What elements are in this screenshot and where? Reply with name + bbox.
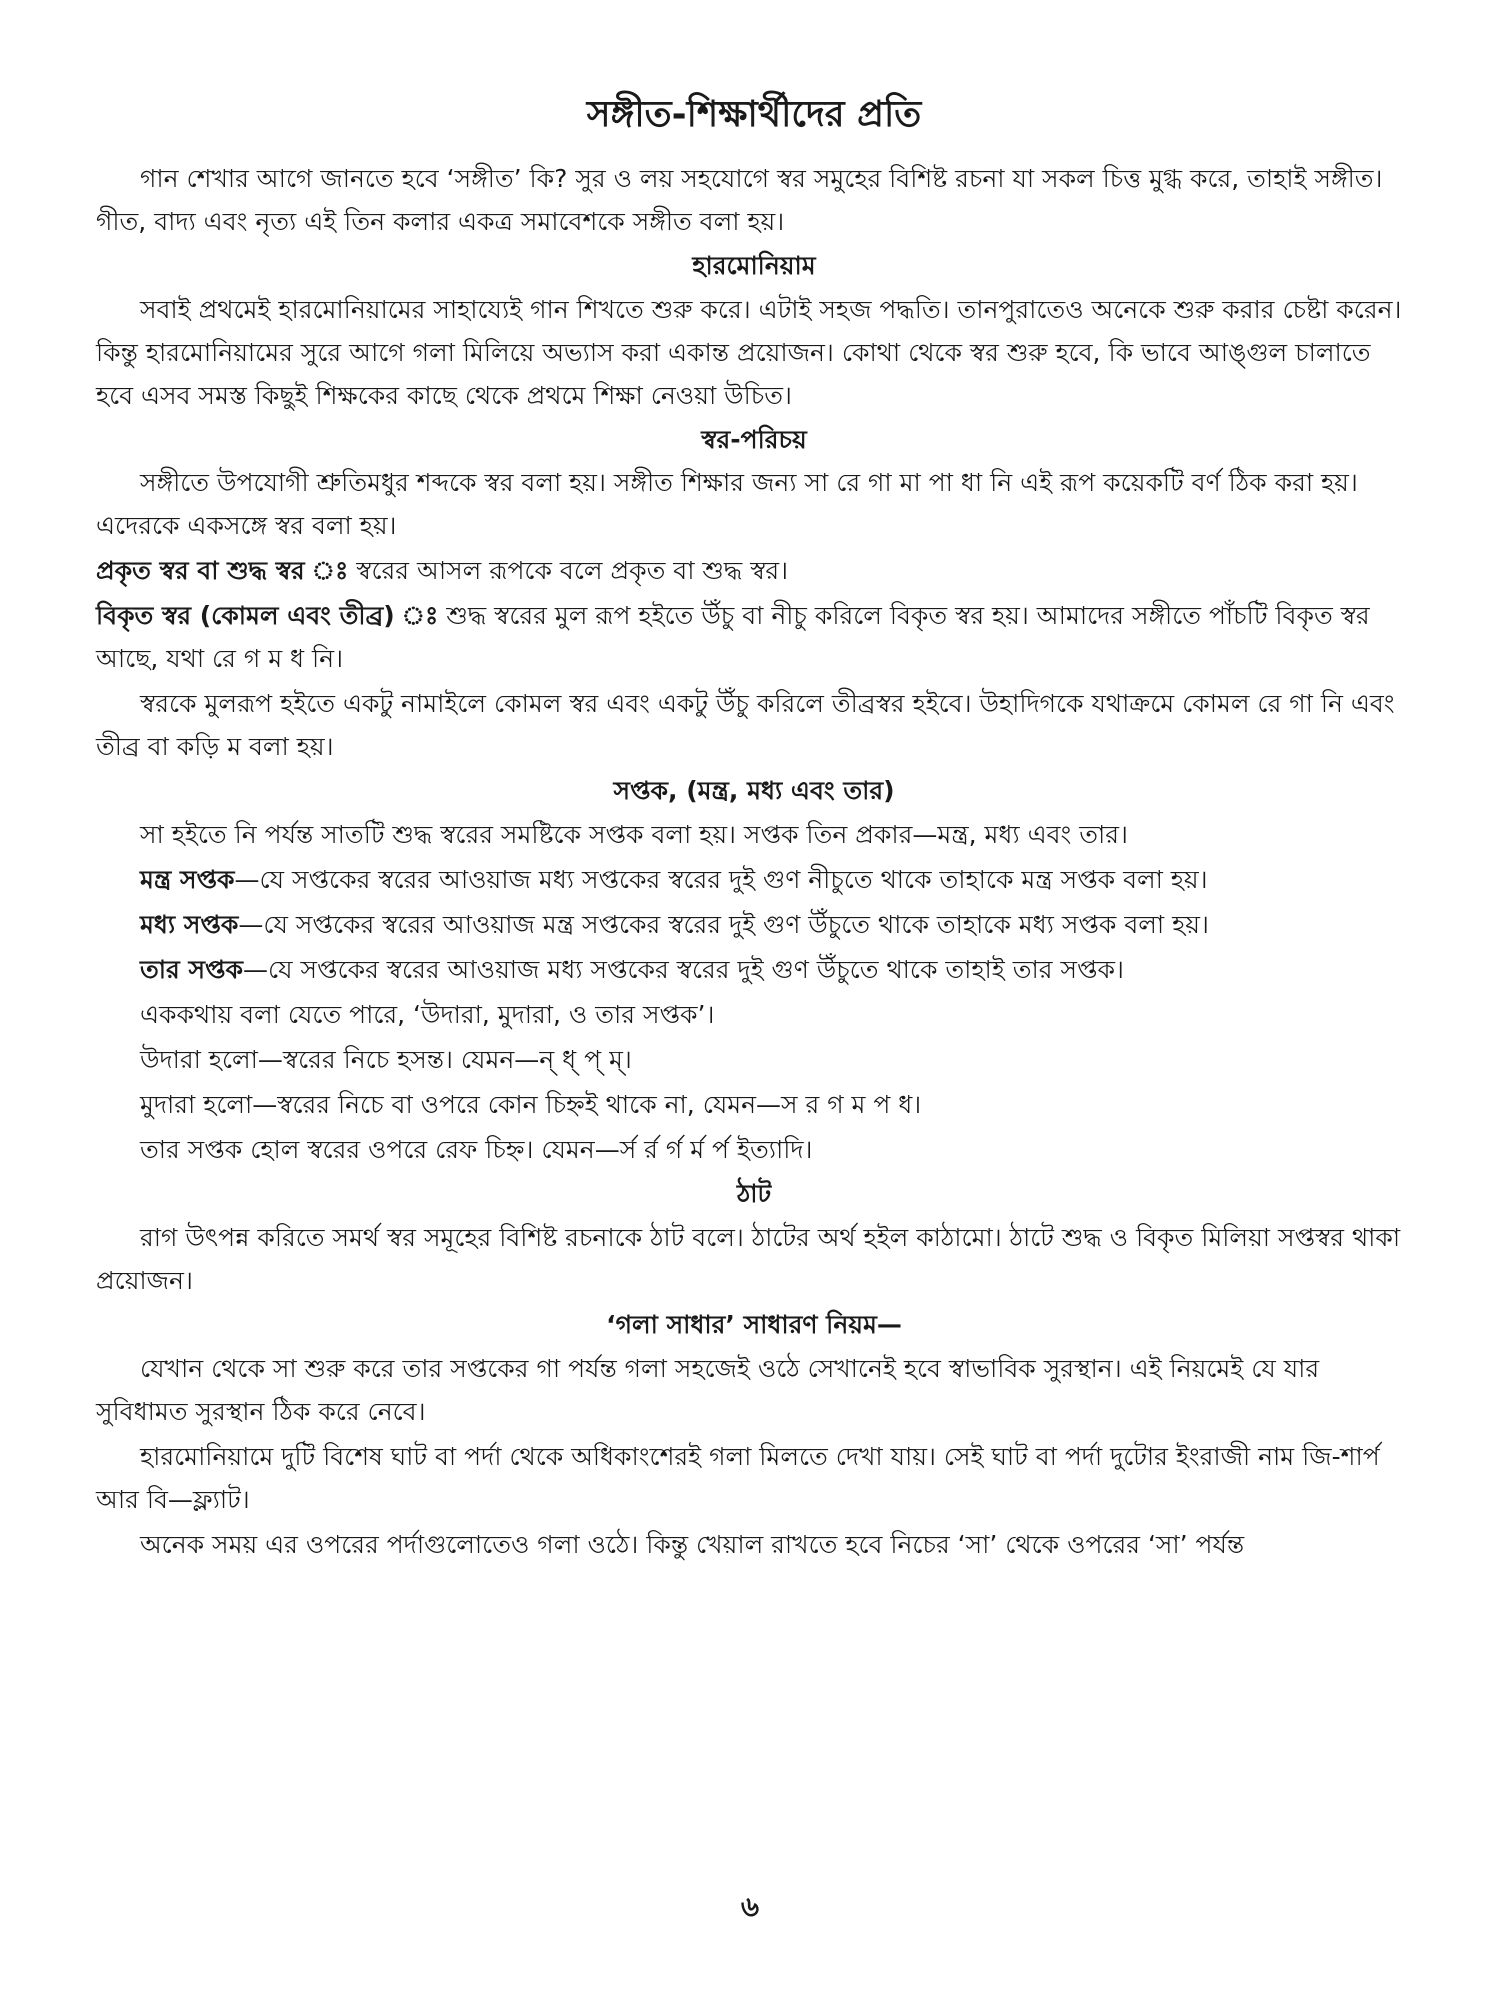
thaat-heading: ঠাট bbox=[736, 1179, 772, 1209]
tar-saptak-line bbox=[96, 948, 1412, 991]
vikrita-swar-text: শুদ্ধ স্বরের মুল রূপ হইতে উঁচু বা নীচু করিলে বিকৃত স্বর হয়। আমাদের সঙ্গীতে পাঁচটি বিকৃত স্বর আছে, যথা রে গ ম ধ নি। bbox=[96, 601, 1370, 674]
gala-paragraph-1: যেখান থেকে সা শুরু করে তার সপ্তকের গা পর্যন্ত গলা সহজেই ওঠে সেখানেই হবে স্বাভাবিক সুরস্থান। এই নিয়মেই যে যার সুবিধামত সুরস্থান ঠিক করে নেবে। bbox=[96, 1353, 1320, 1426]
madhya-saptak-term: মধ্য সপ্তক bbox=[140, 910, 239, 940]
tar-saptak-text: —যে সপ্তকের স্বরের আওয়াজ মধ্য সপ্তকের স্বরের দুই গুণ উঁচুতে থাকে তাহাই তার সপ্তক। bbox=[243, 955, 1124, 985]
mudara-line: মুদারা হলো—স্বরের নিচে বা ওপরে কোন চিহ্নই থাকে না, যেমন—স র গ ম প ধ। bbox=[140, 1090, 922, 1120]
harmonium-paragraph: সবাই প্রথমেই হারমোনিয়ামের সাহায্যেই গান শিখতে শুরু করে। এটাই সহজ পদ্ধতি। তানপুরাতেও অনেকে শুরু করার চেষ্টা করেন। কিন্তু হারমোনিয়ামের সুরে আগে গলা মিলিয়ে অভ্যাস করা একান্ত প্রয়োজন। কোথা থেকে স্বর শুরু হবে, কি ভাবে আঙ্গুল চালাতে হবে এসব সমস্ত কিছুই শিক্ষকের কাছে থেকে প্রথমে শিক্ষা নেওয়া উচিত। bbox=[96, 294, 1402, 410]
page-title: সঙ্গীত-শিক্ষার্থীদের প্রতি bbox=[586, 94, 922, 135]
saptak-summary-line: এককথায় বলা যেতে পারে, ‘উদারা, মুদারা, ও তার সপ্তক’। bbox=[140, 1000, 715, 1030]
harmonium-heading: হারমোনিয়াম bbox=[692, 250, 816, 280]
madhya-saptak-line bbox=[96, 903, 1412, 946]
komal-tivra-paragraph: স্বরকে মুলরূপ হইতে একটু নামাইলে কোমল স্বর এবং একটু উঁচু করিলে তীব্রস্বর হইবে। উহাদিগকে যথাক্রমে কোমল রে গা নি এবং তীব্র বা কড়ি ম বলা হয়। bbox=[96, 689, 1395, 762]
tar-saptak-term: তার সপ্তক bbox=[140, 955, 244, 985]
prakrita-swar-paragraph bbox=[96, 549, 1412, 592]
vikrita-swar-paragraph bbox=[96, 594, 1412, 680]
udara-line: উদারা হলো—স্বরের নিচে হসন্ত। যেমন—ন্ ধ্ প্ ম্। bbox=[140, 1045, 632, 1075]
saptak-heading: সপ্তক, (মন্ত্র, মধ্য এবং তার) bbox=[613, 776, 895, 806]
gala-heading: ‘গলা সাধার’ সাধারণ নিয়ম— bbox=[606, 1309, 902, 1339]
mantra-saptak-term: মন্ত্র সপ্তক bbox=[140, 865, 235, 895]
swar-paragraph: সঙ্গীতে উপযোগী শ্রুতিমধুর শব্দকে স্বর বলা হয়। সঙ্গীত শিক্ষার জন্য সা রে গা মা পা ধা নি এই রূপ কয়েকটি বর্ণ ঠিক করা হয়। এদেরকে একসঙ্গে স্বর বলা হয়। bbox=[96, 468, 1358, 541]
gala-paragraph-2: হারমোনিয়ামে দুটি বিশেষ ঘাট বা পর্দা থেকে অধিকাংশেরই গলা মিলতে দেখা যায়। সেই ঘাট বা পর্দা দুটোর ইংরাজী নাম জি-শার্প আর বি—ফ্ল্যাট। bbox=[96, 1441, 1380, 1514]
mantra-saptak-text: —যে সপ্তকের স্বরের আওয়াজ মধ্য সপ্তকের স্বরের দুই গুণ নীচুতে থাকে তাহাকে মন্ত্র সপ্তক বলা হয়। bbox=[234, 865, 1208, 895]
saptak-intro-line: সা হইতে নি পর্যন্ত সাতটি শুদ্ধ স্বরের সমষ্টিকে সপ্তক বলা হয়। সপ্তক তিন প্রকার—মন্ত্র, মধ্য এবং তার। bbox=[140, 820, 1128, 850]
mantra-saptak-line bbox=[96, 858, 1412, 901]
intro-paragraph: গান শেখার আগে জানতে হবে ‘সঙ্গীত’ কি? সুর ও লয় সহযোগে স্বর সমুহের বিশিষ্ট রচনা যা সকল চিত্ত মুগ্ধ করে, তাহাই সঙ্গীত। গীত, বাদ্য এবং নৃত্য এই তিন কলার একত্র সমাবেশকে সঙ্গীত বলা হয়। bbox=[96, 163, 1383, 236]
page-number: ৬ bbox=[740, 1890, 760, 1923]
vikrita-swar-term: বিকৃত স্বর (কোমল এবং তীব্র) ঃ bbox=[96, 601, 439, 631]
thaat-paragraph: রাগ উৎপন্ন করিতে সমর্থ স্বর সমূহের বিশিষ্ট রচনাকে ঠাট বলে। ঠাটের অর্থ হইল কাঠামো। ঠাটে শুদ্ধ ও বিকৃত মিলিয়া সপ্তস্বর থাকা প্রয়োজন। bbox=[96, 1222, 1401, 1295]
madhya-saptak-text: —যে সপ্তকের স্বরের আওয়াজ মন্ত্র সপ্তকের স্বরের দুই গুণ উঁচুতে থাকে তাহাকে মধ্য সপ্তক বলা হয়। bbox=[238, 910, 1209, 940]
prakrita-swar-term: প্রকৃত স্বর বা শুদ্ধ স্বর ঃ bbox=[96, 556, 349, 586]
gala-paragraph-3: অনেক সময় এর ওপরের পর্দাগুলোতেও গলা ওঠে। কিন্তু খেয়াল রাখতে হবে নিচের ‘সা’ থেকে ওপরের ‘সা’ পর্যন্ত bbox=[140, 1529, 1245, 1559]
prakrita-swar-text: স্বরের আসল রূপকে বলে প্রকৃত বা শুদ্ধ স্বর। bbox=[348, 556, 789, 586]
swar-heading: স্বর-পরিচয় bbox=[701, 424, 807, 454]
tar-line: তার সপ্তক হোল স্বরের ওপরে রেফ চিহ্ন। যেমন—র্স র্র র্গ র্ম র্প ইত্যাদি। bbox=[140, 1135, 813, 1165]
